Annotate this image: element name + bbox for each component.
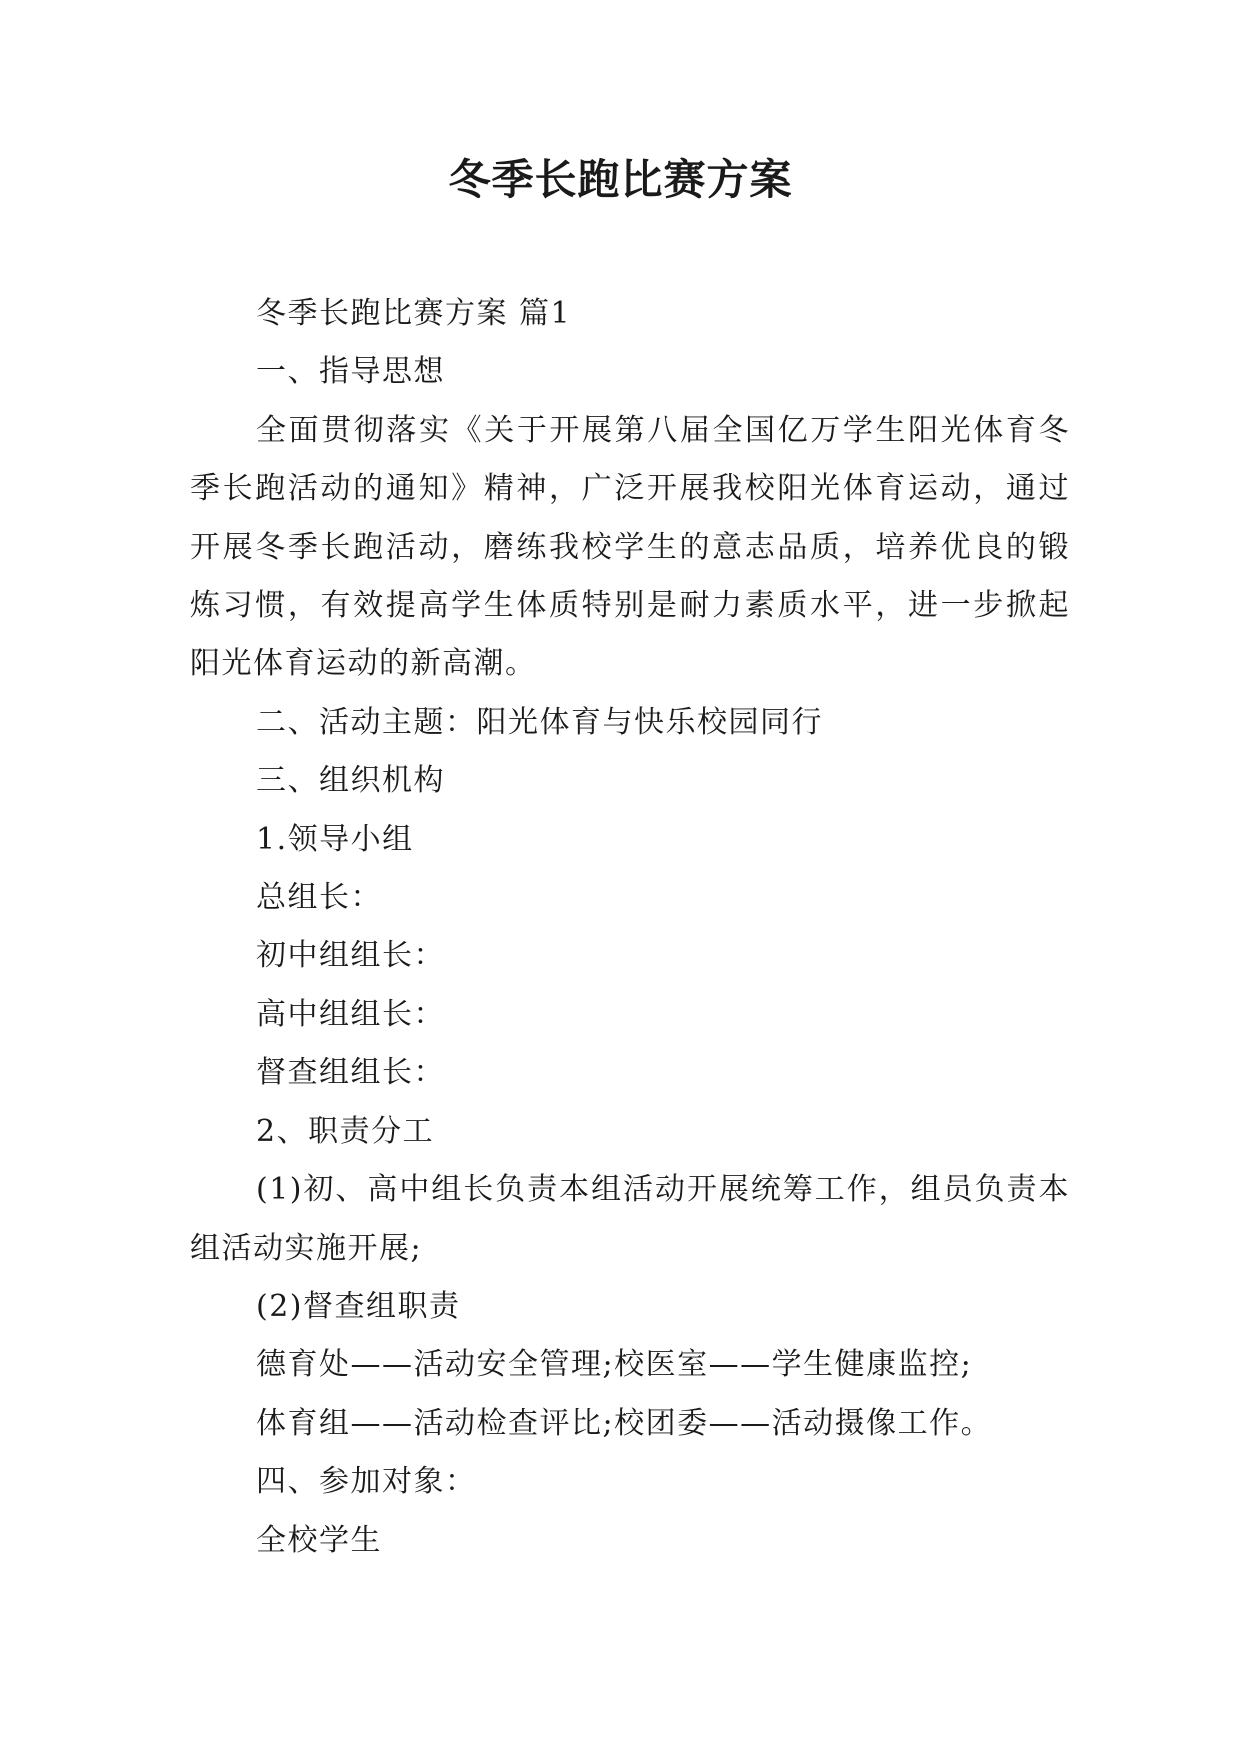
document-title: 冬季长跑比赛方案 bbox=[448, 155, 793, 204]
line-participants: 全校学生 bbox=[256, 1522, 382, 1558]
paragraph-heading: 冬季长跑比赛方案 篇1 bbox=[256, 296, 572, 331]
line-senior-leader: 高中组组长： bbox=[256, 996, 445, 1032]
line-duties-b: 体育组——活动检查评比;校团委——活动摄像工作。 bbox=[256, 1405, 993, 1441]
section-heading-theme: 二、活动主题：阳光体育与快乐校园同行 bbox=[256, 704, 823, 740]
subheading-responsibilities: 2、职责分工 bbox=[256, 1113, 435, 1149]
section-heading-participants: 四、参加对象： bbox=[256, 1464, 477, 1500]
line-junior-leader: 初中组组长： bbox=[256, 938, 445, 974]
subheading-leadership-group: 1.领导小组 bbox=[256, 821, 414, 857]
document-body bbox=[190, 285, 1070, 1570]
line-duties-a: 德育处——活动安全管理;校医室——学生健康监控; bbox=[256, 1347, 973, 1383]
paragraph-responsibility-1: (1)初、高中组长负责本组活动开展统筹工作，组员负责本组活动实施开展; bbox=[190, 1172, 1070, 1266]
section-heading-organization: 三、组织机构 bbox=[256, 763, 445, 799]
paragraph-guiding-idea: 全面贯彻落实《关于开展第八届全国亿万学生阳光体育冬季长跑活动的通知》精神，广泛开展我校阳光体育运动，通过开展冬季长跑活动，磨练我校学生的意志品质，培养优良的锻炼习惯，有效提高学生体质特别是耐力素质水平，进一步掀起阳光体育运动的新高潮。 bbox=[190, 412, 1070, 682]
line-supervision-leader: 督查组组长： bbox=[256, 1055, 445, 1091]
line-general-leader: 总组长： bbox=[256, 880, 382, 916]
line-supervision-duties: (2)督查组职责 bbox=[256, 1288, 461, 1324]
section-heading-guiding-idea: 一、指导思想 bbox=[256, 354, 445, 390]
